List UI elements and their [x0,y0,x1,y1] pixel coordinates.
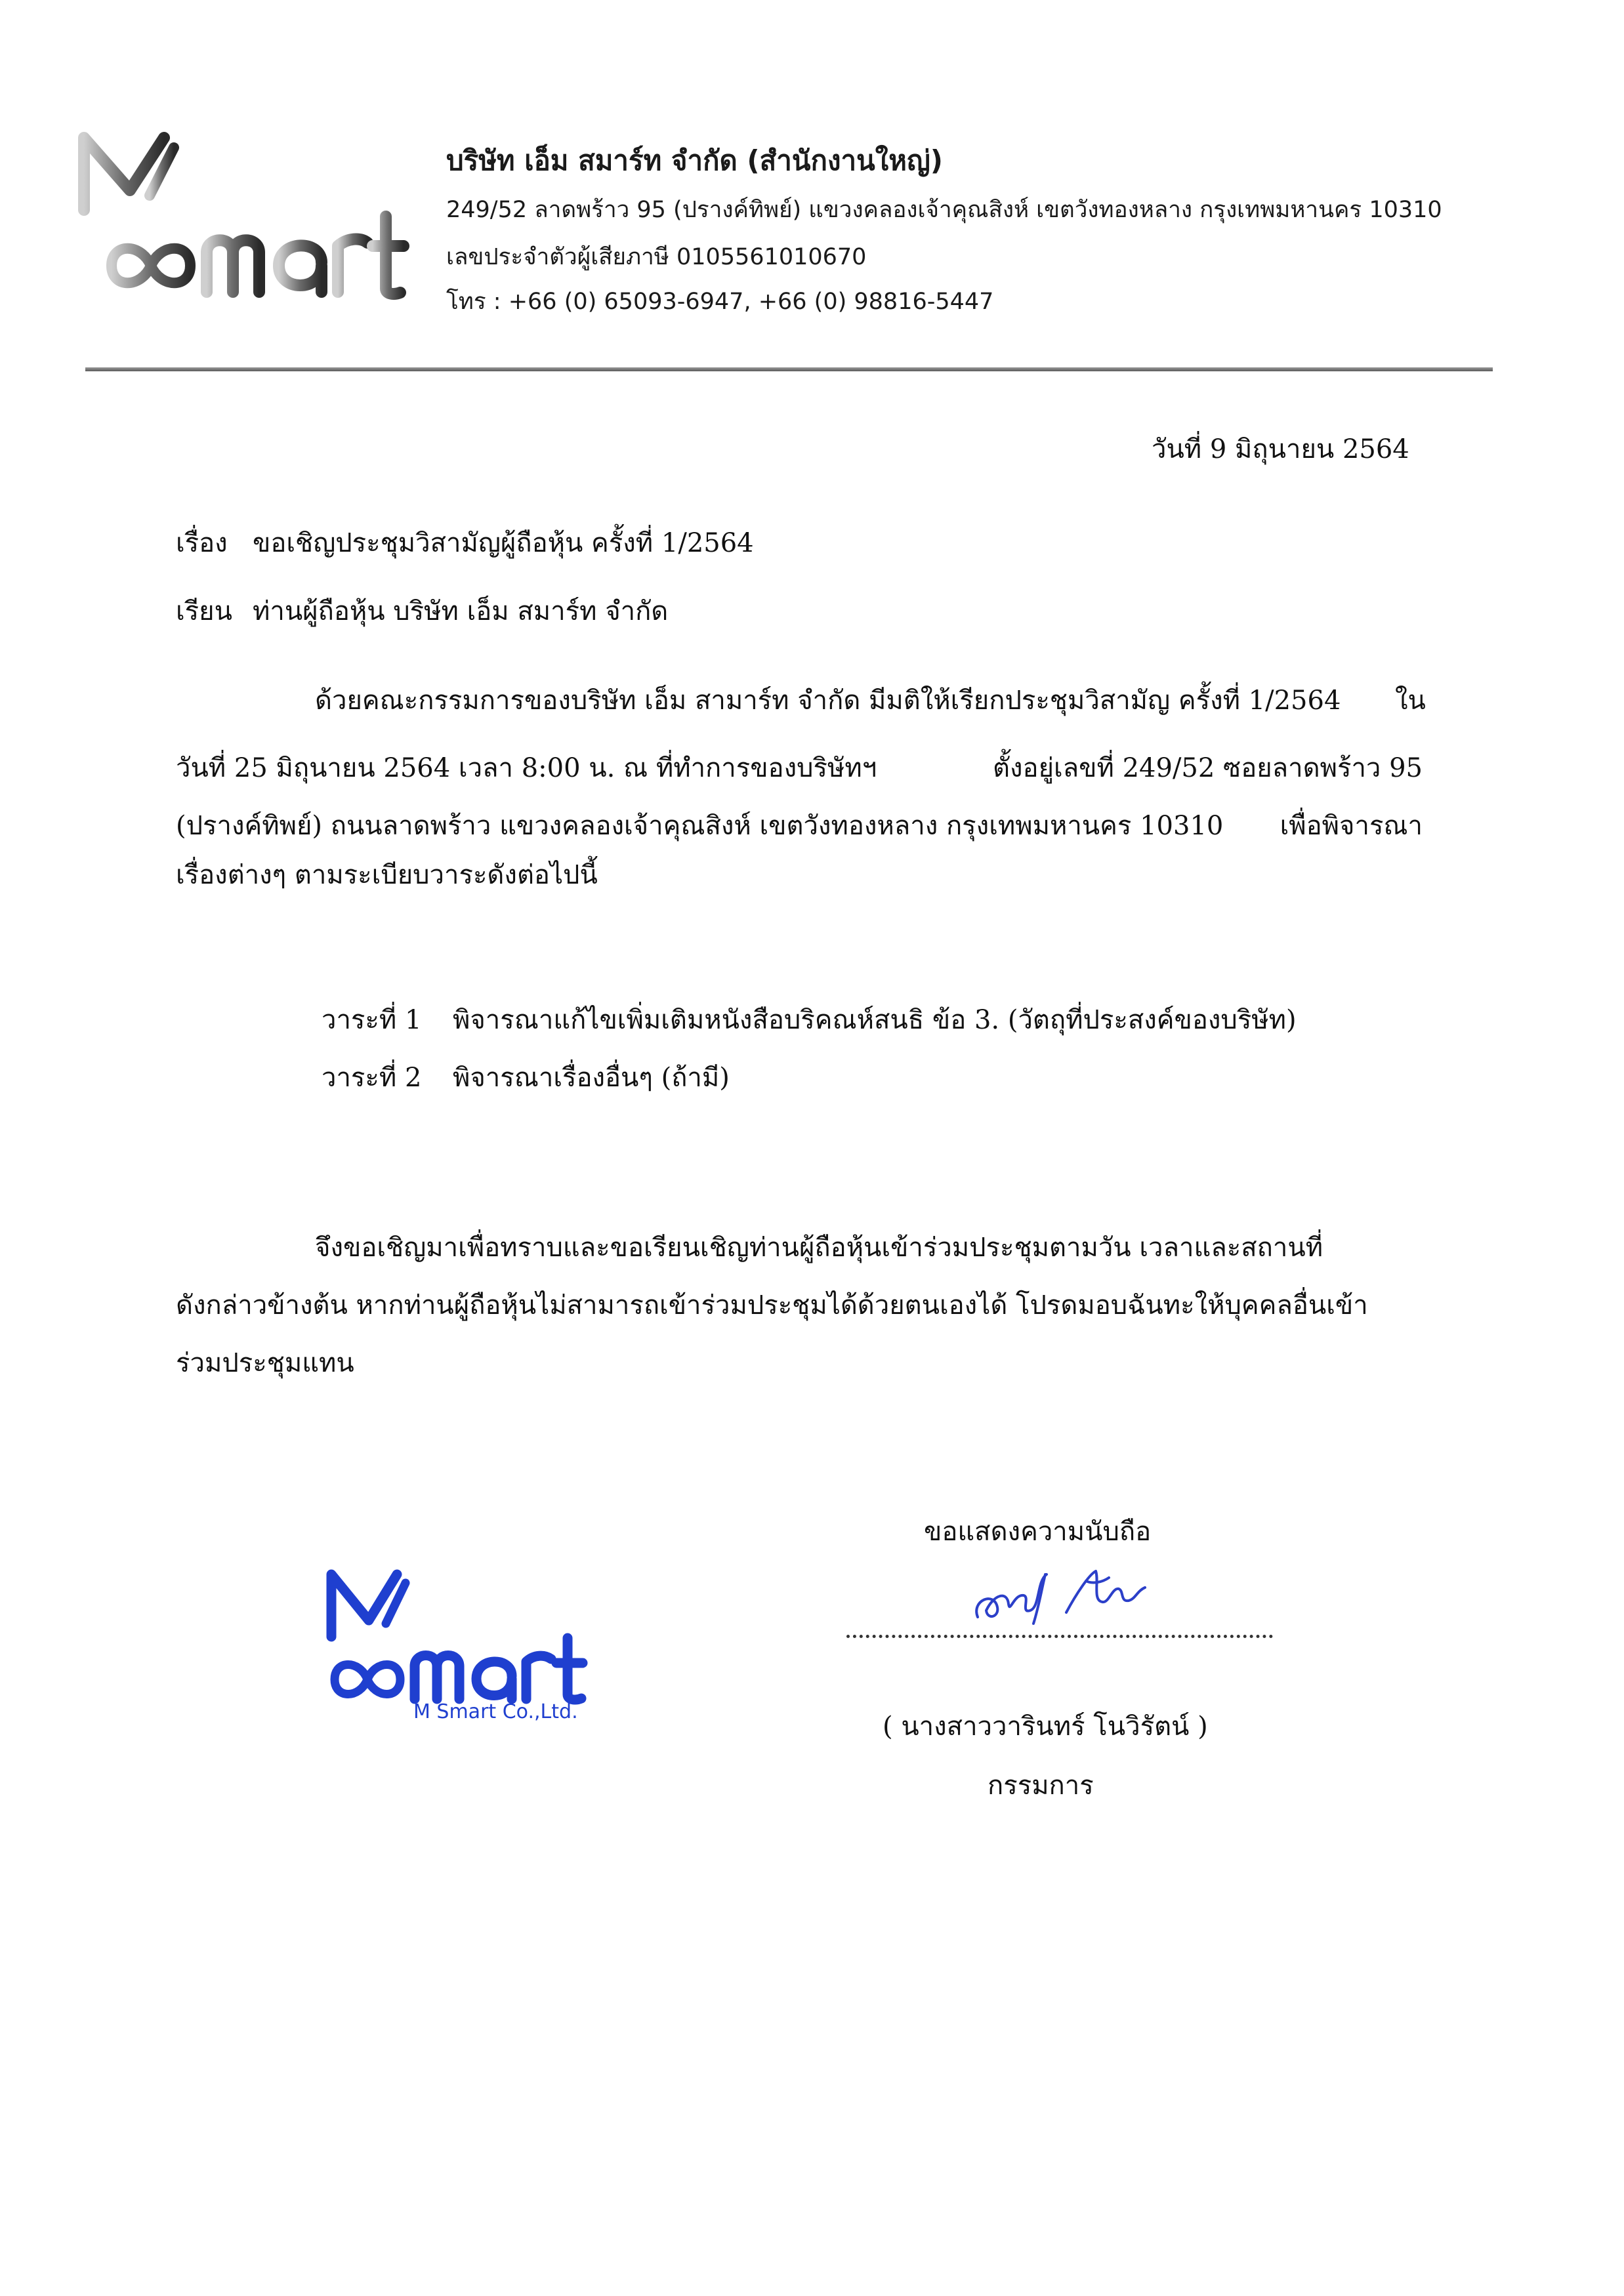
company-stamp-logo [322,1565,597,1722]
letter-date: วันที่ 9 มิถุนายน 2564 [1152,434,1409,464]
company-logo [72,125,413,321]
agenda-item-2-label: วาระที่ 2 [322,1063,422,1093]
paragraph1-line4: เรื่องต่างๆ ตามระเบียบวาระดังต่อไปนี้ [176,860,598,890]
paragraph1-line3-part2: เพื่อพิจารณา [1280,811,1423,841]
recipient-label: เรียน [176,596,232,626]
paragraph1-line1-end: ใน [1395,686,1426,716]
paragraph1-line2-part1: วันที่ 25 มิถุนายน 2564 เวลา 8:00 น. ณ ที่ทำการของบริษัทฯ [176,753,877,783]
paragraph1-line2-part2: ตั้งอยู่เลขที่ 249/52 ซอยลาดพร้าว 95 [993,753,1423,783]
header-divider [85,367,1493,371]
paragraph1-line1: ด้วยคณะกรรมการของบริษัท เอ็ม สามาร์ท จำกัด มีมติให้เรียกประชุมวิสามัญ ครั้งที่ 1/2564 [315,686,1341,716]
paragraph2-line1: จึงขอเชิญมาเพื่อทราบและขอเรียนเชิญท่านผู้ถือหุ้นเข้าร่วมประชุมตามวัน เวลาและสถานที่ [315,1233,1323,1263]
handwritten-signature [968,1555,1178,1633]
signer-name: ( นางสาววารินทร์ โนวิรัตน์ ) [883,1712,1208,1742]
phone-numbers: โทร : +66 (0) 65093-6947, +66 (0) 98816-5447 [446,289,994,315]
paragraph1-line2 [176,747,1423,789]
paragraph1-line3 [176,804,1423,846]
recipient-text: ท่านผู้ถือหุ้น บริษัท เอ็ม สมาร์ท จำกัด [253,596,669,626]
signer-title: กรรมการ [988,1771,1094,1801]
agenda-item-2-text: พิจารณาเรื่องอื่นๆ (ถ้ามี) [453,1063,730,1093]
subject-label: เรื่อง [176,528,228,558]
agenda-item-1-label: วาระที่ 1 [322,1005,422,1035]
signature-line [846,1635,1273,1638]
agenda-item-1-text: พิจารณาแก้ไขเพิ่มเติมหนังสือบริคณห์สนธิ ข้อ 3. (วัตถุที่ประสงค์ของบริษัท) [453,1005,1297,1035]
paragraph2-line2: ดังกล่าวข้างต้น หากท่านผู้ถือหุ้นไม่สามารถเข้าร่วมประชุมได้ด้วยตนเองได้ โปรดมอบฉันทะให้บุคคลอื่นเข้า [176,1290,1368,1321]
company-name: บริษัท เอ็ม สมาร์ท จำกัด (สำนักงานใหญ่) [446,144,943,176]
closing-phrase: ขอแสดงความนับถือ [924,1517,1152,1547]
subject-text: ขอเชิญประชุมวิสามัญผู้ถือหุ้น ครั้งที่ 1/2564 [253,528,754,558]
paragraph1-line3-part1: (ปรางค์ทิพย์) ถนนลาดพร้าว แขวงคลองเจ้าคุณสิงห์ เขตวังทองหลาง กรุงเทพมหานคร 10310 [176,811,1224,841]
paragraph2-line3: ร่วมประชุมแทน [176,1348,354,1378]
company-stamp-caption: M Smart Co.,Ltd. [413,1700,578,1723]
company-address: 249/52 ลาดพร้าว 95 (ปรางค์ทิพย์) แขวงคลองเจ้าคุณสิงห์ เขตวังทองหลาง กรุงเทพมหานคร 10310 [446,197,1442,223]
tax-id: เลขประจำตัวผู้เสียภาษี 0105561010670 [446,244,867,270]
